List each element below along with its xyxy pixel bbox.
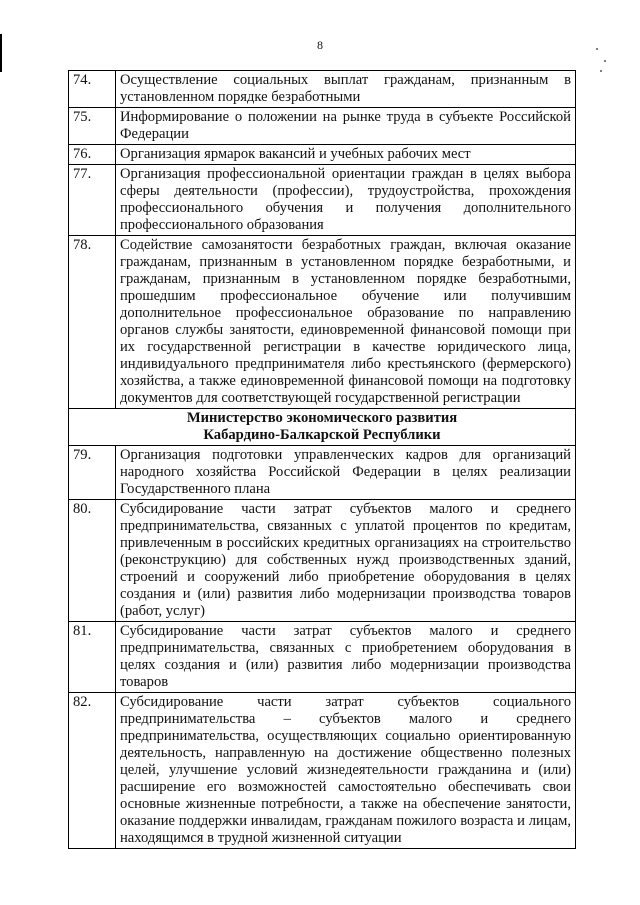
row-number: 77. [69,165,116,236]
section-header [69,409,576,446]
table-row [69,500,576,622]
table-row [69,108,576,145]
row-number: 75. [69,108,116,145]
row-number: 76. [69,145,116,165]
row-text: Осуществление социальных выплат гражданам, признанным в установленном порядке безработными [116,71,576,108]
row-text: Содействие самозанятости безработных граждан, включая оказание гражданам, признанным в установленном порядке безработными, и гражданам, признанным в установленном порядке безработными, прошедшим профессиональное обучение или получившим дополнительное профессиональное образование по направлению органов службы занятости, единовременной финансовой помощи при их государственной регистрации в качестве юридического лица, индивидуального предпринимателя либо крестьянского (фермерского) хозяйства, а также единовременной финансовой помощи на подготовку документов для соответствующей государственной регистрации [116,236,576,409]
services-table [68,70,576,849]
scan-mark [604,60,606,62]
row-number: 82. [69,693,116,849]
table-row [69,693,576,849]
row-number: 81. [69,622,116,693]
table-row [69,71,576,108]
page-number: 8 [317,38,323,52]
row-text: Информирование о положении на рынке труда в субъекте Российской Федерации [116,108,576,145]
row-number: 80. [69,500,116,622]
row-text: Организация подготовки управленческих кадров для организаций народного хозяйства Российской Федерации в целях реализации Государственного плана [116,446,576,500]
row-number: 78. [69,236,116,409]
table-row [69,446,576,500]
table-row [69,236,576,409]
row-number: 74. [69,71,116,108]
section-header-line: Кабардино-Балкарской Республики [203,427,441,443]
row-text: Организация ярмарок вакансий и учебных рабочих мест [116,145,576,165]
table-row [69,622,576,693]
section-header-row [69,409,576,446]
row-text: Субсидирование части затрат субъектов социального предпринимательства – субъектов малого и среднего предпринимательства, осуществляющих социально ориентированную деятельность, направленную на достижение общественно полезных целей, улучшение условий жизнедеятельности гражданина и (или) расширение его возможностей самостоятельно обеспечивать свои основные жизненные потребности, а также на обеспечение занятости, оказание поддержки инвалидам, гражданам пожилого возраста и лицам, находящимся в трудной жизненной ситуации [116,693,576,849]
table-row [69,165,576,236]
row-number: 79. [69,446,116,500]
row-text: Субсидирование части затрат субъектов малого и среднего предпринимательства, связанных с приобретением оборудования в целях создания и (или) развития либо модернизации производства товаров [116,622,576,693]
row-text: Субсидирование части затрат субъектов малого и среднего предпринимательства, связанных с уплатой процентов по кредитам, привлеченным в российских кредитных организациях на строительство (реконструкцию) для собственных нужд производственных зданий, строений и сооружений либо приобретение оборудования в целях создания и (или) развития либо модернизации производства товаров (работ, услуг) [116,500,576,622]
row-text: Организация профессиональной ориентации граждан в целях выбора сферы деятельности (профессии), трудоустройства, прохождения профессионального обучения и получения дополнительного профессионального образования [116,165,576,236]
table-row [69,145,576,165]
section-header-line: Министерство экономического развития [186,410,458,426]
scan-mark [600,70,602,72]
